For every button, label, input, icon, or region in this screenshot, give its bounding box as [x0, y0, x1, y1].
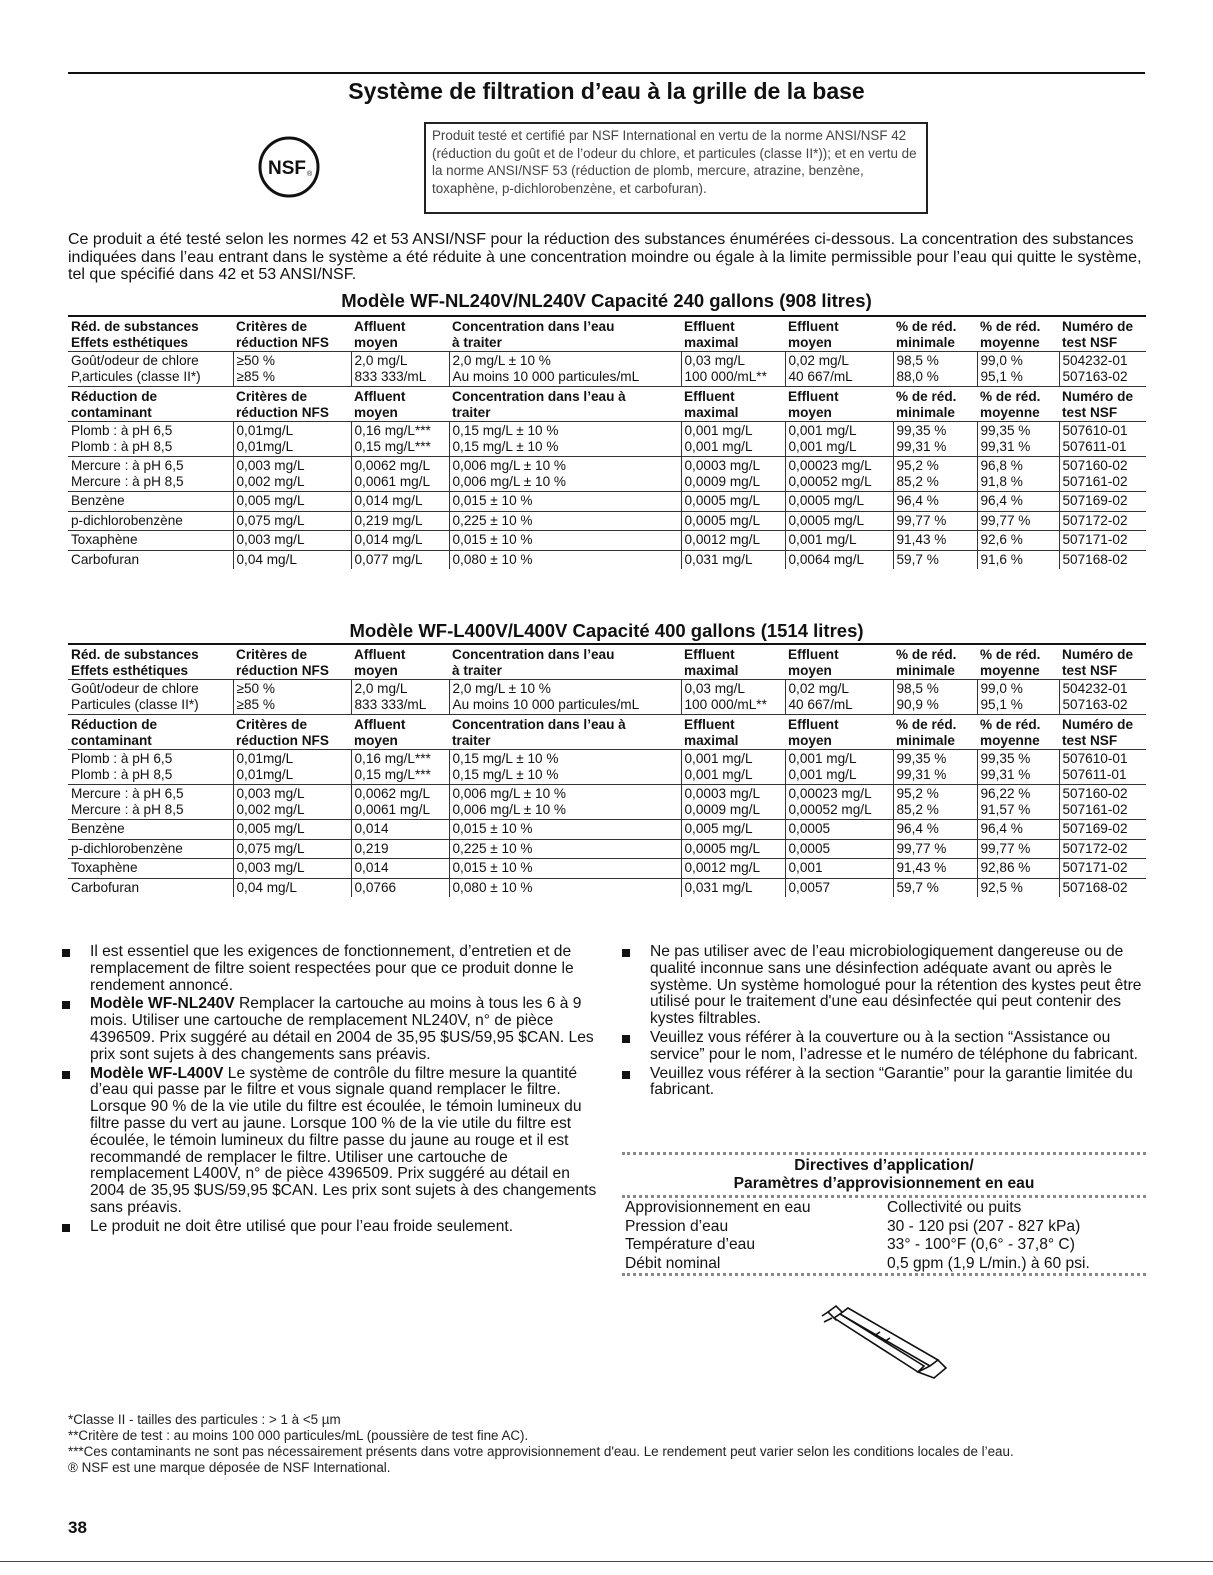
- table-cell: 0,001: [785, 859, 893, 879]
- table-cell: Numéro de test NSF: [1059, 316, 1146, 352]
- table-cell: 99,0 % 95,1 %: [977, 352, 1059, 387]
- table-cell: 0,15 mg/L ± 10 % 0,15 mg/L ± 10 %: [449, 750, 681, 785]
- table-cell: % de réd. moyenne: [977, 715, 1059, 750]
- table-cell: 99,35 % 99,31 %: [893, 422, 977, 457]
- table-cell: 91,43 %: [893, 859, 977, 879]
- table-cell: 0,00023 mg/L 0,00052 mg/L: [785, 785, 893, 820]
- table-cell: Effluent moyen: [785, 387, 893, 422]
- table-cell: 0,225 ± 10 %: [449, 511, 681, 531]
- table-cell: 96,8 % 91,8 %: [977, 457, 1059, 492]
- table-cell: Affluent moyen: [351, 715, 449, 750]
- table-row: [68, 839, 1146, 859]
- directives-table: [622, 1199, 1146, 1273]
- table-cell: ≥50 % ≥85 %: [233, 352, 351, 387]
- table-cell: 98,5 % 90,9 %: [893, 680, 977, 715]
- model2-table: [68, 643, 1146, 897]
- table-cell: 98,5 % 88,0 %: [893, 352, 977, 387]
- bullet-item: [60, 1219, 598, 1236]
- table-row: [68, 550, 1146, 569]
- table-cell: 96,4 %: [893, 820, 977, 840]
- table-cell: 0,0062 mg/L 0,0061 mg/L: [351, 785, 449, 820]
- table-cell: 0,0012 mg/L: [681, 531, 785, 551]
- table-cell: Concentration dans l’eau à traiter: [449, 715, 681, 750]
- table-cell: Critères de réduction NFS: [233, 387, 351, 422]
- directive-row: [622, 1199, 1146, 1218]
- table-cell: 0,219: [351, 839, 449, 859]
- table-cell: 99,35 % 99,31 %: [893, 750, 977, 785]
- table-header-row: [68, 387, 1146, 422]
- dotted-rule: [622, 1273, 1146, 1276]
- table-cell: 0,005 mg/L: [233, 820, 351, 840]
- table-row: [68, 457, 1146, 492]
- directive-label: Approvisionnement en eau: [625, 1199, 811, 1216]
- table-cell: 2,0 mg/L 833 333/mL: [351, 352, 449, 387]
- table-cell: 0,005 mg/L: [233, 492, 351, 512]
- table-cell: 0,006 mg/L ± 10 % 0,006 mg/L ± 10 %: [449, 785, 681, 820]
- table-cell: 0,001 mg/L 0,001 mg/L: [681, 750, 785, 785]
- table-cell: 96,22 % 91,57 %: [977, 785, 1059, 820]
- bullet-item: [620, 1030, 1148, 1064]
- table-cell: Réd. de substances Effets esthétiques: [68, 316, 233, 352]
- table-cell: 507172-02: [1059, 511, 1146, 531]
- table-cell: 0,03 mg/L 100 000/mL**: [681, 680, 785, 715]
- table-cell: 0,0003 mg/L 0,0009 mg/L: [681, 457, 785, 492]
- table-cell: Benzène: [68, 492, 233, 512]
- table-cell: Carbofuran: [68, 878, 233, 897]
- bullet-square-icon: [62, 1001, 70, 1009]
- table-cell: 0,03 mg/L 100 000/mL**: [681, 352, 785, 387]
- table-cell: 99,77 %: [893, 511, 977, 531]
- bullet-bold-label: Modèle WF-NL240V: [90, 995, 235, 1013]
- table-cell: 0,0003 mg/L 0,0009 mg/L: [681, 785, 785, 820]
- directive-label: Pression d’eau: [625, 1217, 729, 1235]
- bullet-item: [620, 944, 1148, 1028]
- page-title: Système de filtration d’eau à la grille de la base: [348, 78, 865, 104]
- table-cell: 0,04 mg/L: [233, 878, 351, 897]
- intro-paragraph: Ce produit a été testé selon les normes 42 et 53 ANSI/NSF pour la réduction des substances énumérées ci-dessous. La concentration des substances indiquées dans l’eau entrant dans le système a été réduite à une concentration moindre ou égale à la limite permissible pour l’eau qui quitte le système, tel que spécifié dans 42 et 53 ANSI/NSF.: [68, 231, 1142, 283]
- table-cell: 0,003 mg/L: [233, 531, 351, 551]
- page-number: 38: [68, 1518, 87, 1537]
- table-cell: 507172-02: [1059, 839, 1146, 859]
- table-header-row: [68, 644, 1146, 680]
- table-cell: 0,0005 mg/L: [785, 492, 893, 512]
- top-rule: [68, 72, 1145, 74]
- table-cell: Effluent moyen: [785, 644, 893, 680]
- table-cell: 0,075 mg/L: [233, 839, 351, 859]
- table-cell: 0,005 mg/L: [681, 820, 785, 840]
- table-cell: 507169-02: [1059, 492, 1146, 512]
- table-cell: Effluent maximal: [681, 316, 785, 352]
- table-cell: 0,014 mg/L: [351, 492, 449, 512]
- table-cell: 0,006 mg/L ± 10 % 0,006 mg/L ± 10 %: [449, 457, 681, 492]
- table-cell: Numéro de test NSF: [1059, 387, 1146, 422]
- table-cell: 59,7 %: [893, 878, 977, 897]
- table-cell: 507171-02: [1059, 859, 1146, 879]
- certification-box: Produit testé et certifié par NSF International en vertu de la norme ANSI/NSF 42 (réduction du goût et de l’odeur du chlore, et particules (classe II*)); et en vertu de la norme ANSI/NSF 53 (réduction de plomb, mercure, atrazine, benzène, toxaphène, p-dichlorobenzène, et carbofuran).: [424, 122, 928, 214]
- footnotes: [68, 1412, 1148, 1476]
- table-cell: Effluent moyen: [785, 316, 893, 352]
- table-cell: Critères de réduction NFS: [233, 715, 351, 750]
- table-cell: % de réd. moyenne: [977, 644, 1059, 680]
- table-cell: 0,001 mg/L 0,001 mg/L: [785, 750, 893, 785]
- table-cell: 0,015 ± 10 %: [449, 531, 681, 551]
- table-cell: Réduction de contaminant: [68, 387, 233, 422]
- bottom-rule: [0, 1561, 1213, 1562]
- table-cell: 0,0005 mg/L: [681, 839, 785, 859]
- table-cell: 0,02 mg/L 40 667/mL: [785, 352, 893, 387]
- table-row: [68, 878, 1146, 897]
- table-cell: Réd. de substances Effets esthétiques: [68, 644, 233, 680]
- table-cell: 507169-02: [1059, 820, 1146, 840]
- model1-title: Modèle WF-NL240V/NL240V Capacité 240 gallons (908 litres): [341, 290, 872, 311]
- directive-value: 30 - 120 psi (207 - 827 kPa): [887, 1217, 1081, 1235]
- table-cell: 0,001 mg/L 0,001 mg/L: [681, 422, 785, 457]
- table-cell: 59,7 %: [893, 550, 977, 569]
- table-row: [68, 820, 1146, 840]
- directive-label: Débit nominal: [625, 1254, 721, 1272]
- bullet-text: Remplacer la cartouche au moins à tous les 6 à 9 mois. Utiliser une cartouche de remplacement NL240V, n° de pièce 4396509. Prix suggéré au détail en 2004 de 35,95 $US/59,95 $CAN. Les prix sont sujets à des changements sans préavis.: [90, 995, 594, 1063]
- directive-row: [622, 1255, 1146, 1274]
- table-cell: 0,0766: [351, 878, 449, 897]
- table-row: [68, 511, 1146, 531]
- bullets-right: [620, 944, 1148, 1101]
- table-cell: 0,16 mg/L*** 0,15 mg/L***: [351, 750, 449, 785]
- bullet-text: Le produit ne doit être utilisé que pour l’eau froide seulement.: [90, 1217, 514, 1235]
- table-cell: 0,077 mg/L: [351, 550, 449, 569]
- table-row: [68, 492, 1146, 512]
- table-cell: % de réd. minimale: [893, 644, 977, 680]
- table-cell: Plomb : à pH 6,5 Plomb : à pH 8,5: [68, 422, 233, 457]
- table-row: [68, 859, 1146, 879]
- bullet-text: Veuillez vous référer à la couverture ou à la section “Assistance ou service” pour le nom, l’adresse et le numéro de téléphone du fabricant.: [650, 1028, 1139, 1063]
- table-cell: 0,015 ± 10 %: [449, 492, 681, 512]
- table-cell: 507168-02: [1059, 550, 1146, 569]
- directive-label: Température d’eau: [625, 1236, 756, 1253]
- table-cell: 0,031 mg/L: [681, 550, 785, 569]
- model2-title: Modèle WF-L400V/L400V Capacité 400 gallons (1514 litres): [349, 620, 864, 641]
- table-cell: 2,0 mg/L ± 10 % Au moins 10 000 particules/mL: [449, 680, 681, 715]
- table-cell: % de réd. minimale: [893, 715, 977, 750]
- table-cell: 0,02 mg/L 40 667/mL: [785, 680, 893, 715]
- table-cell: 0,003 mg/L 0,002 mg/L: [233, 457, 351, 492]
- bullet-square-icon: [622, 1035, 630, 1043]
- directive-value: 33° - 100°F (0,6° - 37,8° C): [887, 1236, 1075, 1253]
- table-cell: 0,225 ± 10 %: [449, 839, 681, 859]
- table-cell: 92,5 %: [977, 878, 1059, 897]
- bullet-bold-label: Modèle WF-L400V: [90, 1064, 224, 1082]
- table-cell: 0,014 mg/L: [351, 531, 449, 551]
- table-cell: 0,01mg/L 0,01mg/L: [233, 422, 351, 457]
- bullet-item: [60, 944, 598, 994]
- table-cell: 0,003 mg/L: [233, 859, 351, 879]
- table-cell: Goût/odeur de chlore Particules (classe II*): [68, 680, 233, 715]
- table-cell: 99,0 % 95,1 %: [977, 680, 1059, 715]
- table-cell: 0,015 ± 10 %: [449, 859, 681, 879]
- table-header-row: [68, 715, 1146, 750]
- table-row: [68, 422, 1146, 457]
- table-cell: 0,0064 mg/L: [785, 550, 893, 569]
- table-cell: 0,04 mg/L: [233, 550, 351, 569]
- bullet-square-icon: [62, 1224, 70, 1232]
- table-cell: 96,4 %: [977, 820, 1059, 840]
- table-cell: 0,219 mg/L: [351, 511, 449, 531]
- table-cell: Carbofuran: [68, 550, 233, 569]
- footnote: ® NSF est une marque déposée de NSF International.: [68, 1460, 391, 1475]
- table-cell: Concentration dans l’eau à traiter: [449, 644, 681, 680]
- table-cell: Plomb : à pH 6,5 Plomb : à pH 8,5: [68, 750, 233, 785]
- footnote: ***Ces contaminants ne sont pas nécessairement présents dans votre approvisionnement d'eau. Le rendement peut varier selon les conditions locales de l’eau.: [68, 1444, 1014, 1459]
- bullet-square-icon: [622, 1071, 630, 1079]
- table-cell: 91,43 %: [893, 531, 977, 551]
- table-row: [68, 750, 1146, 785]
- directives-box: [622, 1152, 1146, 1276]
- table-cell: 0,014: [351, 820, 449, 840]
- directives-title: Directives d’application/ Paramètres d’approvisionnement en eau: [733, 1157, 1035, 1192]
- bullet-text: Veuillez vous référer à la section “Garantie” pour la garantie limitée du fabricant.: [650, 1064, 1133, 1099]
- table-cell: 507168-02: [1059, 878, 1146, 897]
- table-cell: Concentration dans l’eau à traiter: [449, 387, 681, 422]
- bullet-item: [60, 1066, 598, 1217]
- table-cell: 99,35 % 99,31 %: [977, 422, 1059, 457]
- table-cell: % de réd. minimale: [893, 387, 977, 422]
- table-cell: 0,014: [351, 859, 449, 879]
- table-cell: 0,16 mg/L*** 0,15 mg/L***: [351, 422, 449, 457]
- table-cell: 507610-01 507611-01: [1059, 750, 1146, 785]
- table-cell: Effluent maximal: [681, 715, 785, 750]
- bullets-left: [60, 944, 598, 1238]
- table-cell: p-dichlorobenzène: [68, 839, 233, 859]
- bullet-square-icon: [622, 949, 630, 957]
- bullet-text: Le système de contrôle du filtre mesure la quantité d’eau qui passe par le filtre et vous signale quand remplacer le filtre. Lorsque 90 % de la vie utile du filtre est écoulée, le témoin lumineux du filtre passe du vert au jaune. Lorsque 100 % de la vie utile du filtre est écoulée, le témoin lumineux du filtre passe du jaune au rouge et il est recommandé de remplacer le filtre. Utiliser une cartouche de remplacement L400V, n° de pièce 4396509. Prix suggéré au détail en 2004 de 35,95 $US/59,95 $CAN. Les prix sont sujets à des changements sans préavis.: [90, 1064, 597, 1216]
- filter-cartridge-illustration: [814, 1302, 954, 1382]
- footnote: **Critère de test : au moins 100 000 particules/mL (poussière de test fine AC).: [68, 1428, 529, 1443]
- table-cell: Affluent moyen: [351, 387, 449, 422]
- table-cell: Critères de réduction NFS: [233, 316, 351, 352]
- table-cell: ≥50 % ≥85 %: [233, 680, 351, 715]
- table-cell: 99,35 % 99,31 %: [977, 750, 1059, 785]
- table-cell: 0,031 mg/L: [681, 878, 785, 897]
- bullet-item: [620, 1066, 1148, 1100]
- bullet-square-icon: [62, 1071, 70, 1079]
- table-cell: Benzène: [68, 820, 233, 840]
- table-cell: 95,2 % 85,2 %: [893, 785, 977, 820]
- table-cell: 0,0062 mg/L 0,0061 mg/L: [351, 457, 449, 492]
- bullet-text: Il est essentiel que les exigences de fonctionnement, d’entretien et de remplacement de filtre soient respectées pour que ce produit donne le rendement annoncé.: [90, 943, 574, 994]
- table-cell: % de réd. moyenne: [977, 387, 1059, 422]
- bullet-item: [60, 996, 598, 1063]
- table-cell: 0,0005: [785, 820, 893, 840]
- directive-value: Collectivité ou puits: [887, 1199, 1022, 1216]
- table-cell: Affluent moyen: [351, 316, 449, 352]
- directive-value: 0,5 gpm (1,9 L/min.) à 60 psi.: [887, 1254, 1090, 1272]
- svg-text:NSF: NSF: [268, 158, 306, 179]
- table-cell: 0,0005 mg/L: [681, 492, 785, 512]
- table-cell: 507610-01 507611-01: [1059, 422, 1146, 457]
- table-cell: 504232-01 507163-02: [1059, 680, 1146, 715]
- table-cell: 96,4 %: [893, 492, 977, 512]
- table-row: [68, 785, 1146, 820]
- table-cell: 0,080 ± 10 %: [449, 878, 681, 897]
- table-cell: Effluent moyen: [785, 715, 893, 750]
- table-cell: 0,00023 mg/L 0,00052 mg/L: [785, 457, 893, 492]
- table-cell: 507171-02: [1059, 531, 1146, 551]
- table-cell: 91,6 %: [977, 550, 1059, 569]
- table-cell: Numéro de test NSF: [1059, 644, 1146, 680]
- table-cell: p-dichlorobenzène: [68, 511, 233, 531]
- table-cell: 0,01mg/L 0,01mg/L: [233, 750, 351, 785]
- table-header-row: [68, 316, 1146, 352]
- bullet-square-icon: [62, 949, 70, 957]
- dotted-rule: [622, 1195, 1146, 1198]
- table-cell: Effluent maximal: [681, 644, 785, 680]
- table-cell: 99,77 %: [977, 511, 1059, 531]
- directive-row: [622, 1236, 1146, 1255]
- table-cell: 92,86 %: [977, 859, 1059, 879]
- table-cell: 0,0005: [785, 839, 893, 859]
- table-row: [68, 531, 1146, 551]
- table-row: [68, 352, 1146, 387]
- table-cell: 0,015 ± 10 %: [449, 820, 681, 840]
- table-cell: % de réd. minimale: [893, 316, 977, 352]
- table-cell: 507160-02 507161-02: [1059, 785, 1146, 820]
- table-cell: 96,4 %: [977, 492, 1059, 512]
- table-cell: 92,6 %: [977, 531, 1059, 551]
- table-cell: % de réd. moyenne: [977, 316, 1059, 352]
- table-cell: 2,0 mg/L 833 333/mL: [351, 680, 449, 715]
- table-cell: 504232-01 507163-02: [1059, 352, 1146, 387]
- svg-text:®: ®: [307, 171, 313, 178]
- table-cell: 99,77 %: [977, 839, 1059, 859]
- table-cell: 0,003 mg/L 0,002 mg/L: [233, 785, 351, 820]
- model1-table: [68, 315, 1146, 569]
- directive-row: [622, 1218, 1146, 1237]
- bullet-text: Ne pas utiliser avec de l’eau microbiologiquement dangereuse ou de qualité inconnue sans une désinfection adéquate avant ou après le système. Un système homologué pour la rétention des kystes peut être utilisé pour le traitement d'une eau désinfectée qui peut contenir des kystes filtrables.: [650, 943, 1142, 1028]
- dotted-rule: [622, 1152, 1146, 1155]
- table-cell: Concentration dans l’eau à traiter: [449, 316, 681, 352]
- table-cell: 0,0057: [785, 878, 893, 897]
- table-cell: 2,0 mg/L ± 10 % Au moins 10 000 particules/mL: [449, 352, 681, 387]
- table-cell: 0,080 ± 10 %: [449, 550, 681, 569]
- table-cell: Goût/odeur de chlore P,articules (classe II*): [68, 352, 233, 387]
- table-cell: 99,77 %: [893, 839, 977, 859]
- table-cell: 0,001 mg/L 0,001 mg/L: [785, 422, 893, 457]
- table-cell: 0,001 mg/L: [785, 531, 893, 551]
- table-cell: 95,2 % 85,2 %: [893, 457, 977, 492]
- table-cell: Mercure : à pH 6,5 Mercure : à pH 8,5: [68, 785, 233, 820]
- nsf-logo: [258, 136, 320, 198]
- table-row: [68, 680, 1146, 715]
- table-cell: 0,0005 mg/L: [785, 511, 893, 531]
- table-cell: Toxaphène: [68, 859, 233, 879]
- table-cell: Critères de réduction NFS: [233, 644, 351, 680]
- table-cell: 0,15 mg/L ± 10 % 0,15 mg/L ± 10 %: [449, 422, 681, 457]
- table-cell: Numéro de test NSF: [1059, 715, 1146, 750]
- table-cell: Affluent moyen: [351, 644, 449, 680]
- footnote: *Classe II - tailles des particules : > 1 à <5 µm: [68, 1412, 341, 1427]
- table-cell: 507160-02 507161-02: [1059, 457, 1146, 492]
- table-cell: Réduction de contaminant: [68, 715, 233, 750]
- table-cell: Effluent maximal: [681, 387, 785, 422]
- table-cell: 0,0012 mg/L: [681, 859, 785, 879]
- table-cell: Toxaphène: [68, 531, 233, 551]
- table-cell: Mercure : à pH 6,5 Mercure : à pH 8,5: [68, 457, 233, 492]
- table-cell: 0,075 mg/L: [233, 511, 351, 531]
- table-cell: 0,0005 mg/L: [681, 511, 785, 531]
